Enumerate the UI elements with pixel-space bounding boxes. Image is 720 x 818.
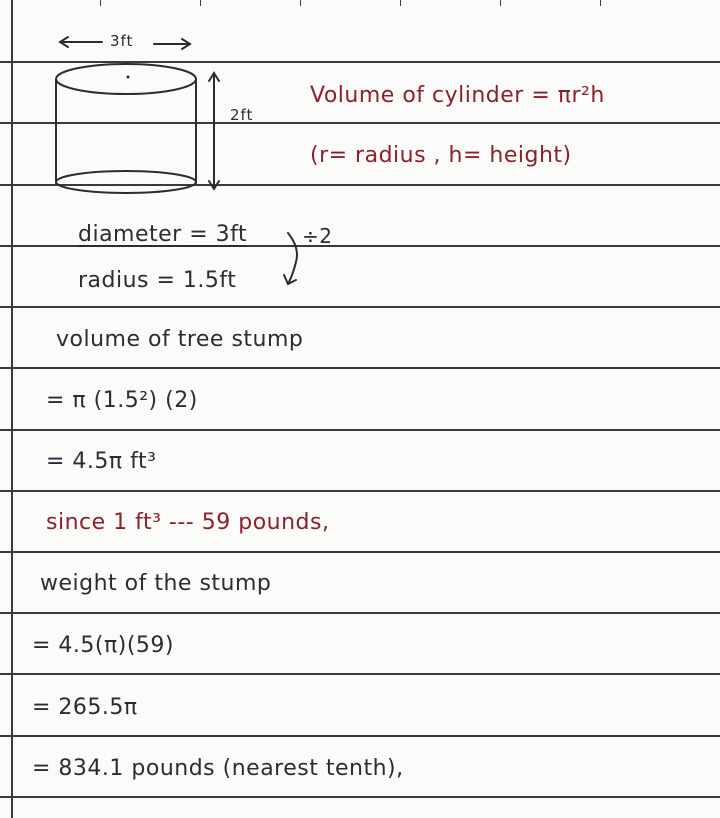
cylinder-bottom-ellipse — [56, 171, 196, 193]
height-label: 2ft — [230, 106, 254, 124]
volume-step-2: = 4.5π ft³ — [46, 449, 157, 474]
divide-by-two-note: ÷2 — [302, 224, 333, 248]
weight-final-answer: = 834.1 pounds (nearest tenth), — [32, 756, 404, 781]
formula-variable-legend: (r= radius , h= height) — [310, 143, 572, 168]
weight-step-1: = 4.5(π)(59) — [32, 633, 174, 658]
cylinder-top-ellipse — [56, 64, 196, 94]
cylinder-center-dot — [127, 76, 130, 79]
radius-line: radius = 1.5ft — [78, 268, 237, 293]
volume-heading: volume of tree stump — [56, 327, 304, 352]
diameter-line: diameter = 3ft — [78, 222, 248, 247]
weight-conversion-note: since 1 ft³ --- 59 pounds, — [46, 510, 330, 535]
divide-arrow — [288, 233, 297, 282]
cylinder-volume-formula: Volume of cylinder = πr²h — [310, 83, 605, 108]
weight-step-2: = 265.5π — [32, 695, 138, 720]
volume-step-1: = π (1.5²) (2) — [46, 388, 198, 413]
width-label: 3ft — [110, 32, 134, 50]
weight-heading: weight of the stump — [40, 571, 272, 596]
